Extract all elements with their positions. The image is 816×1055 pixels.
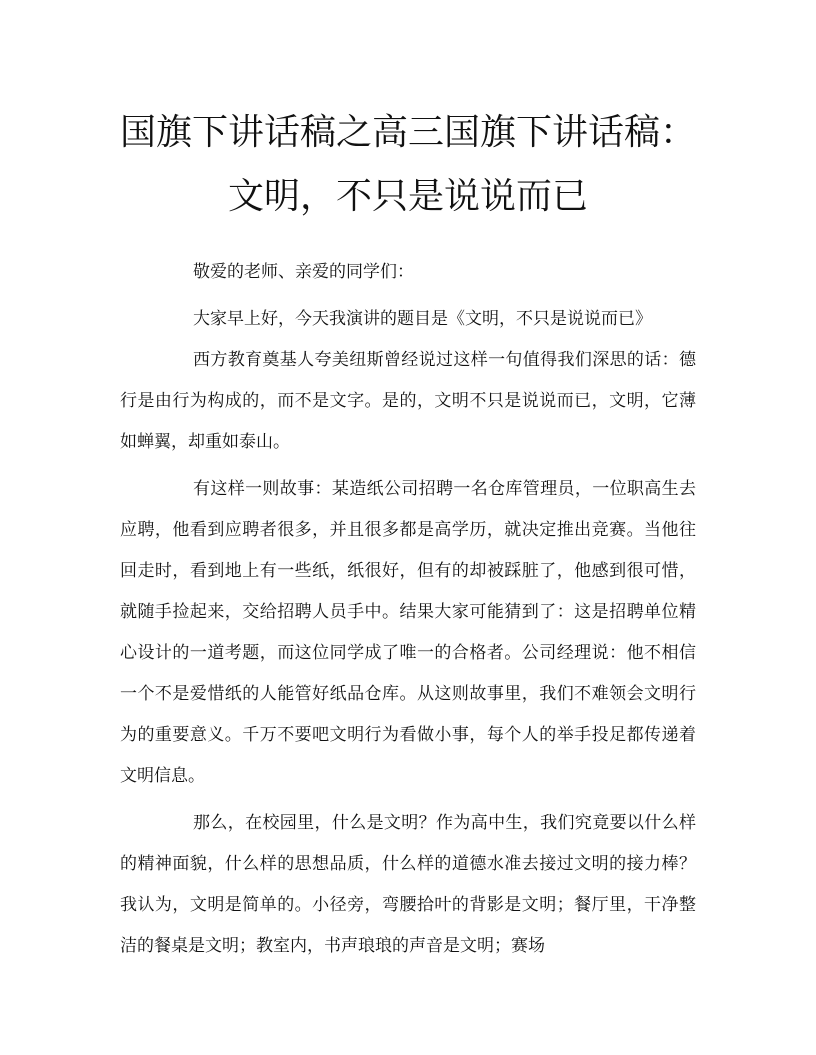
paragraph-greeting: 大家早上好，今天我演讲的题目是《文明，不只是说说而已》 (193, 309, 652, 329)
paragraph-story: 有这样一则故事：某造纸公司招聘一名仓库管理员，一位职高生去应聘，他看到应聘者很多，并且很多都是高学历，就决定推出竞赛。当他往回走时，看到地上有一些纸，纸很好，但有的却被踩脏了，他感到很可惜，就随手捡起来，交给招聘人员手中。结果大家可能猜到了：这是招聘单位精心设计的一道考题，而这位同学成了唯一的合格者。公司经理说：他不相信一个不是爱惜纸的人能管好纸品仓库。从这则故事里，我们不难领会文明行为的重要意义。千万不要吧文明行为看做小事，每个人的举手投足都传递着文明信息。 (120, 479, 696, 786)
document-body (120, 252, 696, 967)
paragraph-quote: 西方教育奠基人夸美纽斯曾经说过这样一句值得我们深思的话：德行是由行为构成的，而不是文字。是的，文明不只是说说而已，文明，它薄如蝉翼，却重如泰山。 (120, 350, 696, 452)
paragraph-campus: 那么，在校园里，什么是文明？作为高中生，我们究竟要以什么样的精神面貌，什么样的思想品质，什么样的道德水准去接过文明的接力棒？我认为，文明是简单的。小径旁，弯腰拾叶的背影是文明；餐厅里，干净整洁的餐桌是文明；教室内，书声琅琅的声音是文明；赛场 (120, 813, 696, 956)
paragraph-salutation: 敬爱的老师、亲爱的同学们： (193, 262, 414, 282)
document-title: 国旗下讲话稿之高三国旗下讲话稿：文明，不只是说说而已 (119, 112, 696, 217)
